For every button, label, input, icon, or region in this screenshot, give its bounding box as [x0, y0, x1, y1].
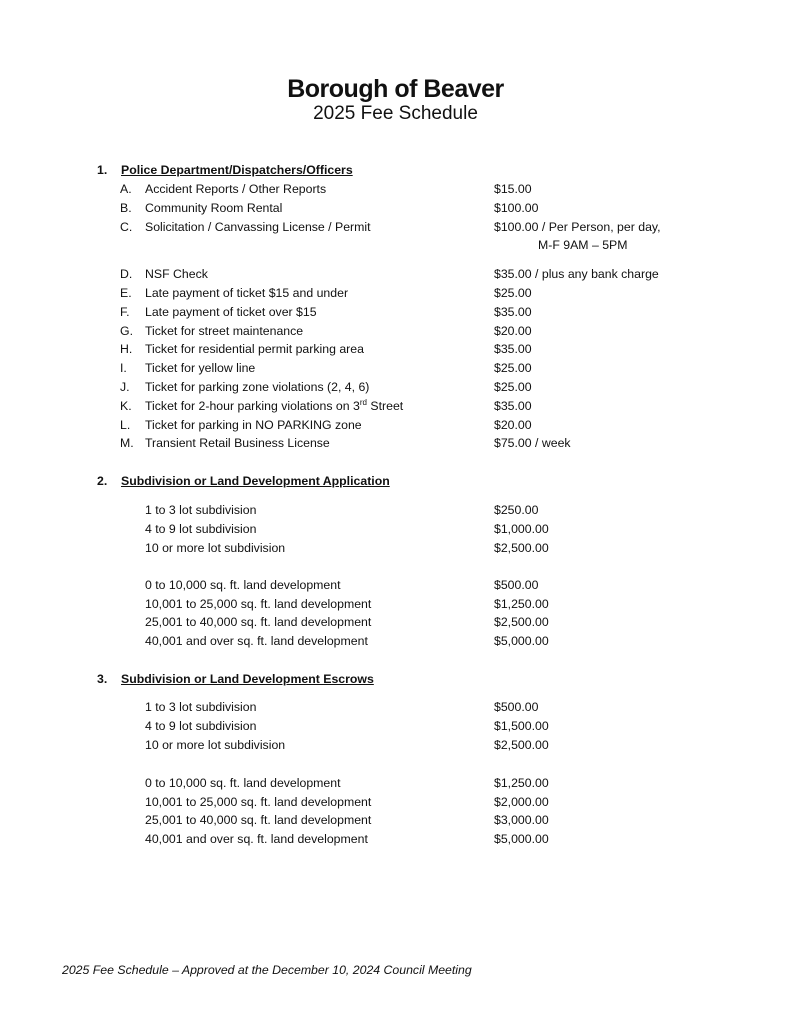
item-fee: $75.00 / week — [494, 436, 571, 450]
item-description-text: Ticket for 2-hour parking violations on 3 — [145, 399, 360, 413]
item-fee: $1,250.00 — [494, 776, 549, 790]
document-title: Borough of Beaver — [287, 75, 504, 103]
item-fee: $35.00 — [494, 399, 532, 413]
item-description: Late payment of ticket over $15 — [145, 305, 317, 319]
document-subtitle: 2025 Fee Schedule — [313, 103, 478, 124]
item-description: Ticket for residential permit parking area — [145, 342, 364, 356]
section-number: 2. — [97, 474, 108, 488]
item-fee: $25.00 — [494, 361, 532, 375]
item-description: 10,001 to 25,000 sq. ft. land development — [145, 795, 372, 809]
item-letter: M. — [120, 436, 134, 450]
item-description: Late payment of ticket $15 and under — [145, 286, 349, 300]
item-fee: $2,500.00 — [494, 738, 549, 752]
item-description: Accident Reports / Other Reports — [145, 182, 327, 196]
item-fee: $250.00 — [494, 503, 539, 517]
item-description: 40,001 and over sq. ft. land development — [145, 832, 368, 846]
item-letter: L. — [120, 418, 131, 432]
ordinal-suffix: rd — [359, 397, 367, 407]
item-description: 10,001 to 25,000 sq. ft. land development — [145, 597, 372, 611]
page-footer: 2025 Fee Schedule – Approved at the December 10, 2024 Council Meeting — [62, 963, 472, 977]
item-description: 0 to 10,000 sq. ft. land development — [145, 578, 341, 592]
section-title: Police Department/Dispatchers/Officers — [121, 163, 353, 177]
section-title: Subdivision or Land Development Application — [121, 474, 390, 488]
item-description: NSF Check — [145, 267, 208, 281]
item-fee: $25.00 — [494, 286, 532, 300]
item-letter: H. — [120, 342, 133, 356]
item-fee: $2,500.00 — [494, 615, 549, 629]
item-description — [145, 399, 403, 414]
item-fee: $3,000.00 — [494, 813, 549, 827]
item-description: 0 to 10,000 sq. ft. land development — [145, 776, 341, 790]
item-letter: D. — [120, 267, 133, 281]
item-fee: $100.00 — [494, 201, 539, 215]
item-description: Transient Retail Business License — [145, 436, 330, 450]
item-fee-hours: M-F 9AM – 5PM — [538, 238, 628, 252]
item-letter: C. — [120, 220, 133, 234]
item-fee: $35.00 — [494, 342, 532, 356]
item-fee: $2,000.00 — [494, 795, 549, 809]
section-number: 1. — [97, 163, 108, 177]
item-fee: $1,000.00 — [494, 522, 549, 536]
item-letter: A. — [120, 182, 132, 196]
item-description: 1 to 3 lot subdivision — [145, 700, 257, 714]
item-fee: $2,500.00 — [494, 541, 549, 555]
item-letter: F. — [120, 305, 130, 319]
item-description: 1 to 3 lot subdivision — [145, 503, 257, 517]
item-letter: J. — [120, 380, 130, 394]
item-fee: $35.00 — [494, 305, 532, 319]
item-description: Ticket for street maintenance — [145, 324, 304, 338]
item-description-tail: Street — [366, 399, 404, 413]
section-title: Subdivision or Land Development Escrows — [121, 672, 374, 686]
item-fee: $100.00 / Per Person, per day, — [494, 220, 661, 234]
item-description: 10 or more lot subdivision — [145, 541, 286, 555]
item-fee: $20.00 — [494, 324, 532, 338]
item-description: 4 to 9 lot subdivision — [145, 522, 257, 536]
item-description: 25,001 to 40,000 sq. ft. land development — [145, 615, 372, 629]
item-fee: $5,000.00 — [494, 832, 549, 846]
item-fee: $35.00 / plus any bank charge — [494, 267, 659, 281]
item-letter: K. — [120, 399, 132, 413]
item-fee: $1,500.00 — [494, 719, 549, 733]
item-description: 25,001 to 40,000 sq. ft. land development — [145, 813, 372, 827]
item-letter: E. — [120, 286, 132, 300]
item-letter: I. — [120, 361, 127, 375]
section-number: 3. — [97, 672, 108, 686]
item-letter: B. — [120, 201, 132, 215]
item-fee: $20.00 — [494, 418, 532, 432]
item-letter: G. — [120, 324, 133, 338]
item-description: Community Room Rental — [145, 201, 283, 215]
item-fee: $500.00 — [494, 700, 539, 714]
item-description: Ticket for parking zone violations (2, 4, 6) — [145, 380, 370, 394]
item-description: 10 or more lot subdivision — [145, 738, 286, 752]
item-description: 40,001 and over sq. ft. land development — [145, 634, 368, 648]
item-description: Solicitation / Canvassing License / Permit — [145, 220, 371, 234]
item-fee: $25.00 — [494, 380, 532, 394]
item-fee: $500.00 — [494, 578, 539, 592]
item-fee: $15.00 — [494, 182, 532, 196]
item-fee: $1,250.00 — [494, 597, 549, 611]
item-description: 4 to 9 lot subdivision — [145, 719, 257, 733]
item-description: Ticket for yellow line — [145, 361, 256, 375]
item-fee: $5,000.00 — [494, 634, 549, 648]
item-description: Ticket for parking in NO PARKING zone — [145, 418, 362, 432]
